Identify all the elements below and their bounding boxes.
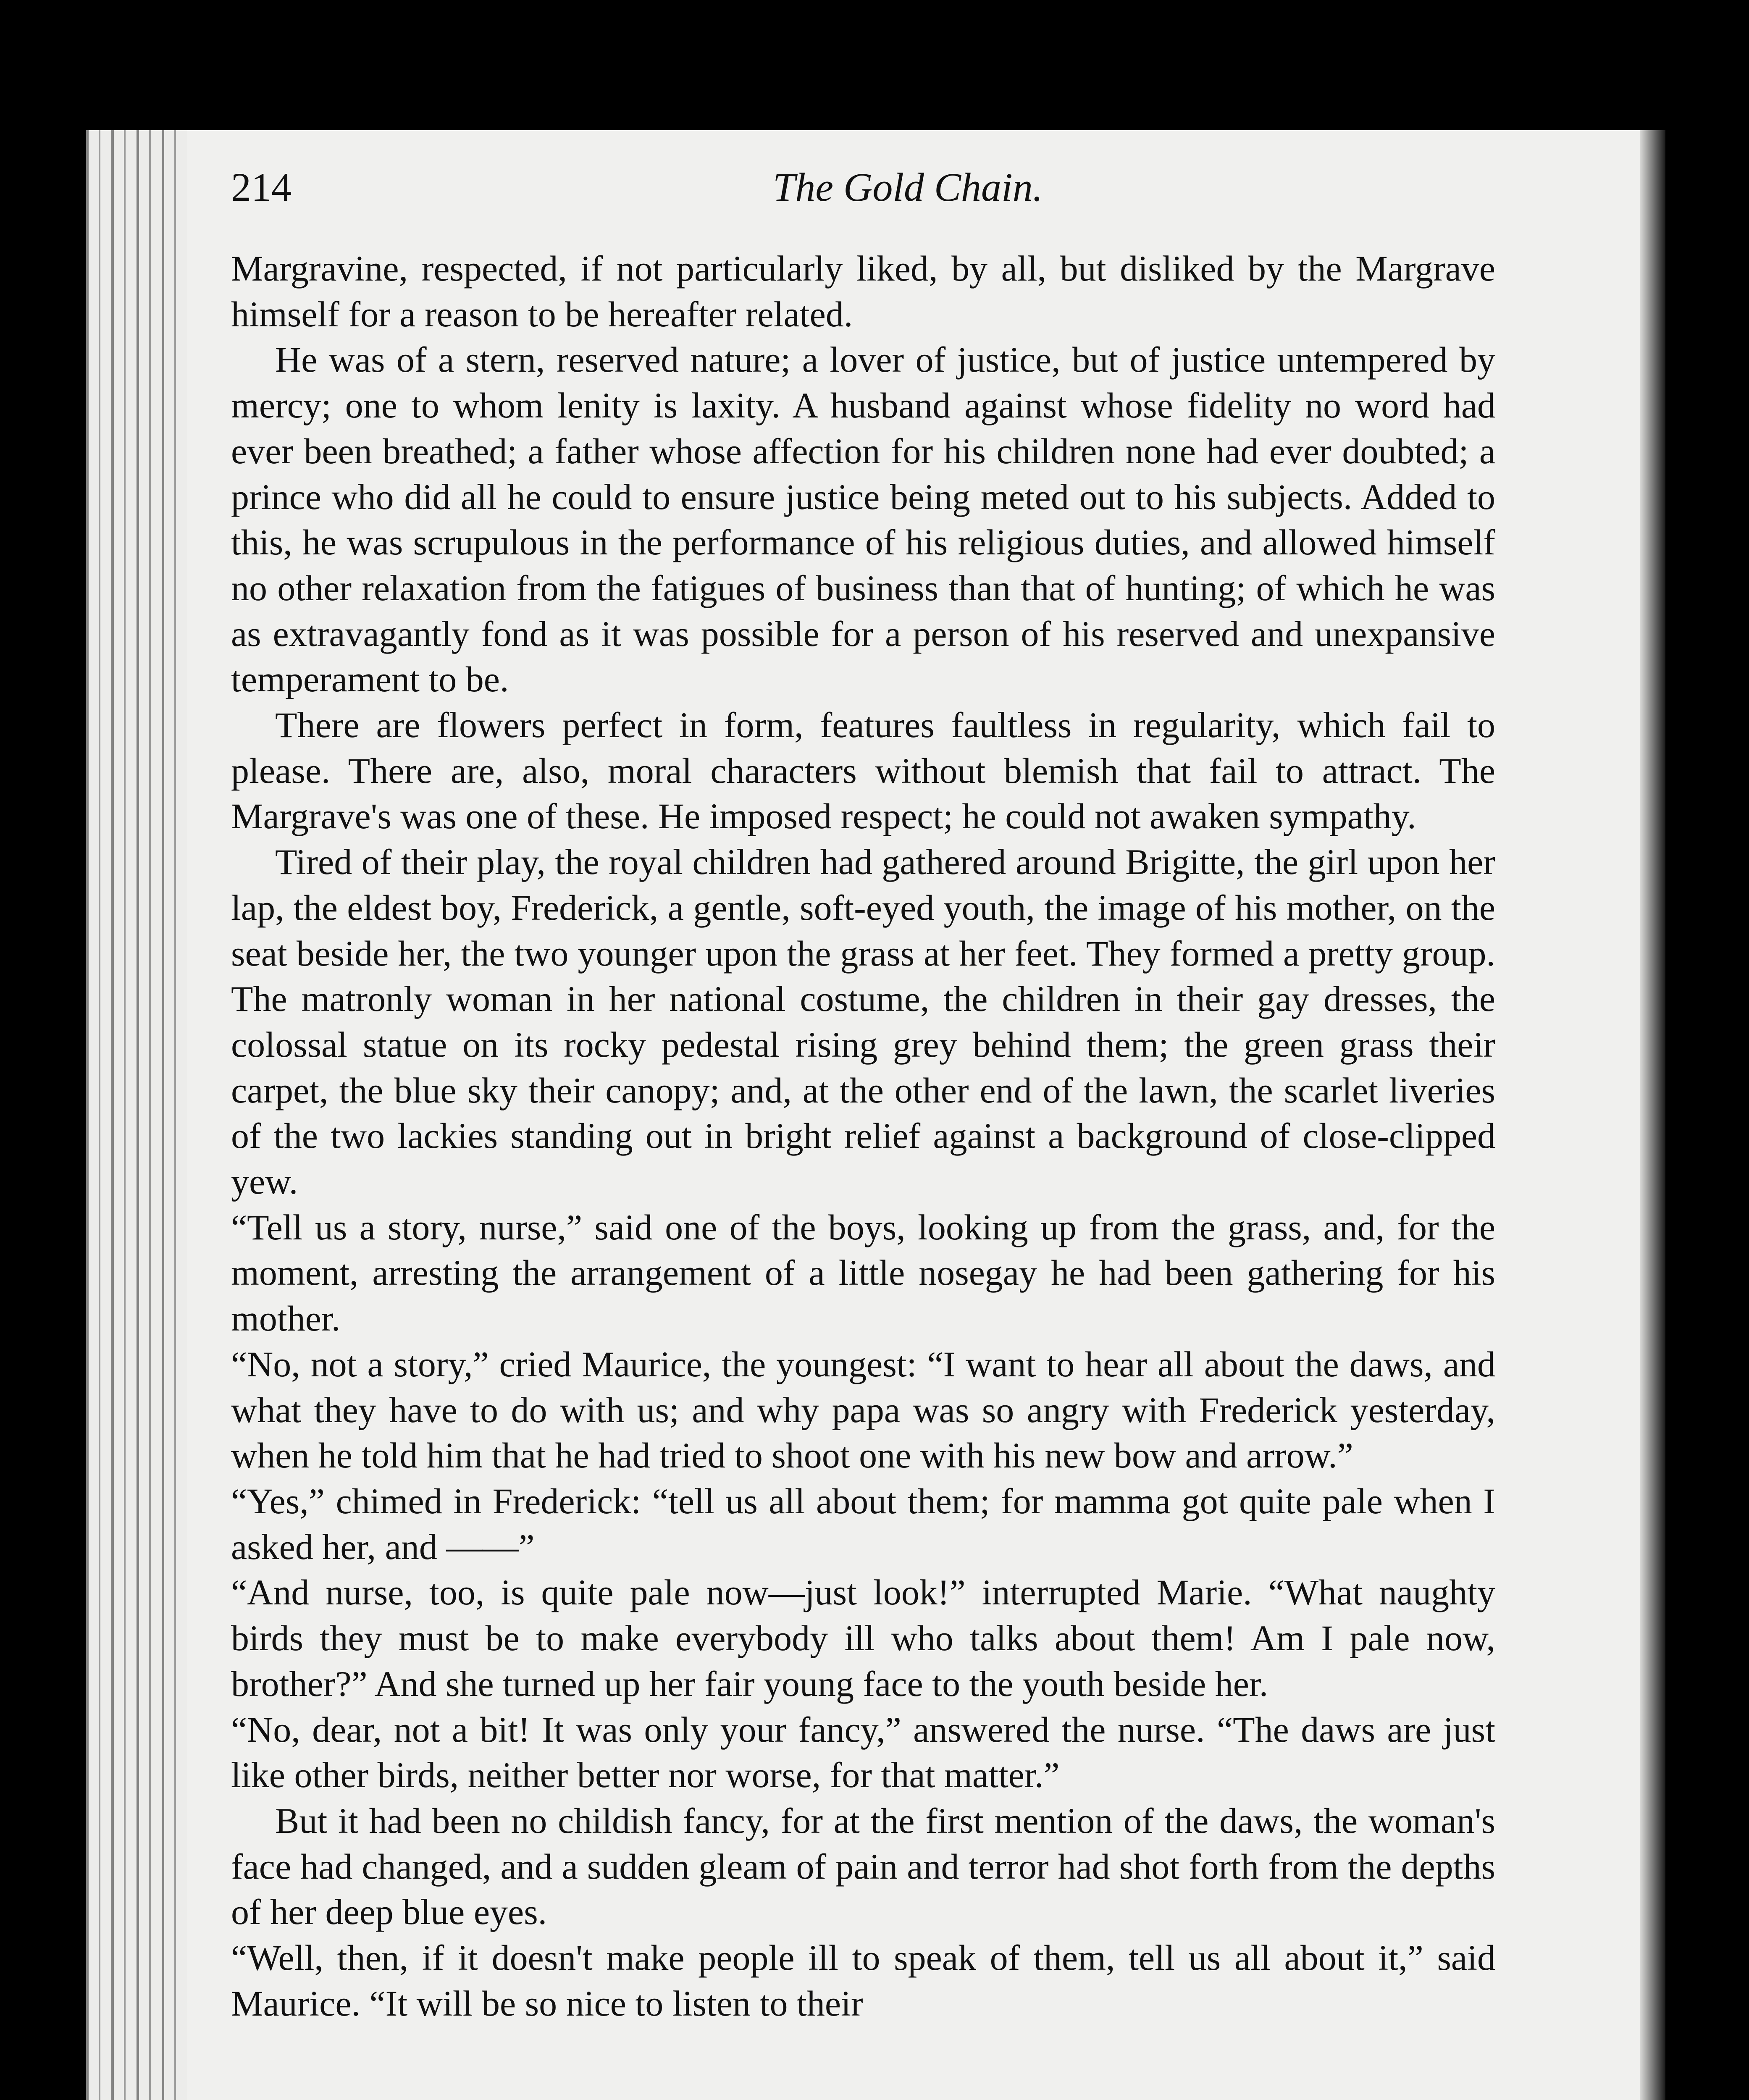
paragraph: “Tell us a story, nurse,” said one of the boys, looking up from the grass, and, for the moment, arresting the arrangement of a little nosegay he had been gathering for his mother. — [231, 1207, 1495, 1339]
body-text — [231, 246, 1495, 2026]
page-number: 214 — [231, 165, 292, 210]
paragraph: Tired of their play, the royal children had gathered around Brigitte, the girl upon her lap, the eldest boy, Frederick, a gentle, soft-eyed youth, the image of his mother, on the seat beside her, the two younger upon the grass at her feet. They formed a pretty group. The matronly woman in her national costume, the children in their gay dresses, the colossal statue on its rocky pedestal rising grey behind them; the green grass their carpet, the blue sky their canopy; and, at the other end of the lawn, the scarlet liveries of the two lackies standing out in bright relief against a background of close-clipped yew. — [231, 842, 1495, 1202]
paragraph: “Well, then, if it doesn't make people ill to speak of them, tell us all about it,” said Maurice. “It will be so nice to listen to their — [231, 1937, 1495, 2024]
paragraph: There are flowers perfect in form, features faultless in regularity, which fail to please. There are, also, moral characters without blemish that fail to attract. The Margrave's was one of these. He imposed respect; he could not awaken sympathy. — [231, 705, 1495, 837]
paragraph: Margravine, respected, if not particularly liked, by all, but disliked by the Margrave himself for a reason to be hereafter related. — [231, 248, 1495, 334]
page-edge-shadow — [1640, 130, 1665, 2100]
paragraph: “And nurse, too, is quite pale now—just look!” interrupted Marie. “What naughty birds they must be to make everybody ill who talks about them! Am I pale now, brother?” And she turned up her fair young face to the youth beside her. — [231, 1572, 1495, 1704]
running-title: The Gold Chain. — [773, 165, 1043, 210]
paragraph: “Yes,” chimed in Frederick: “tell us all about them; for mamma got quite pale when I asked her, and ——” — [231, 1480, 1495, 1567]
page-header — [231, 164, 1495, 227]
paragraph: “No, dear, not a bit! It was only your fancy,” answered the nurse. “The daws are just like other birds, neither better nor worse, for that matter.” — [231, 1709, 1495, 1796]
paragraph: He was of a stern, reserved nature; a lover of justice, but of justice untempered by mercy; one to whom lenity is laxity. A husband against whose fidelity no word had ever been breathed; a father whose affection for his children none had ever doubted; a prince who did all he could to ensure justice being meted out to his subjects. Added to this, he was scrupulous in the performance of his religious duties, and allowed himself no other relaxation from the fatigues of business than that of hunting; of which he was as extravagantly fond as it was possible for a person of his reserved and unexpansive temperament to be. — [231, 339, 1495, 700]
paragraph: But it had been no childish fancy, for at the first mention of the daws, the woman's face had changed, and a sudden gleam of pain and terror had shot forth from the depths of her deep blue eyes. — [231, 1800, 1495, 1932]
paragraph: “No, not a story,” cried Maurice, the youngest: “I want to hear all about the daws, and what they have to do with us; and why papa was so angry with Frederick yesterday, when he told him that he had tried to shoot one with his new bow and arrow.” — [231, 1344, 1495, 1476]
binding-gutter — [86, 130, 187, 2100]
